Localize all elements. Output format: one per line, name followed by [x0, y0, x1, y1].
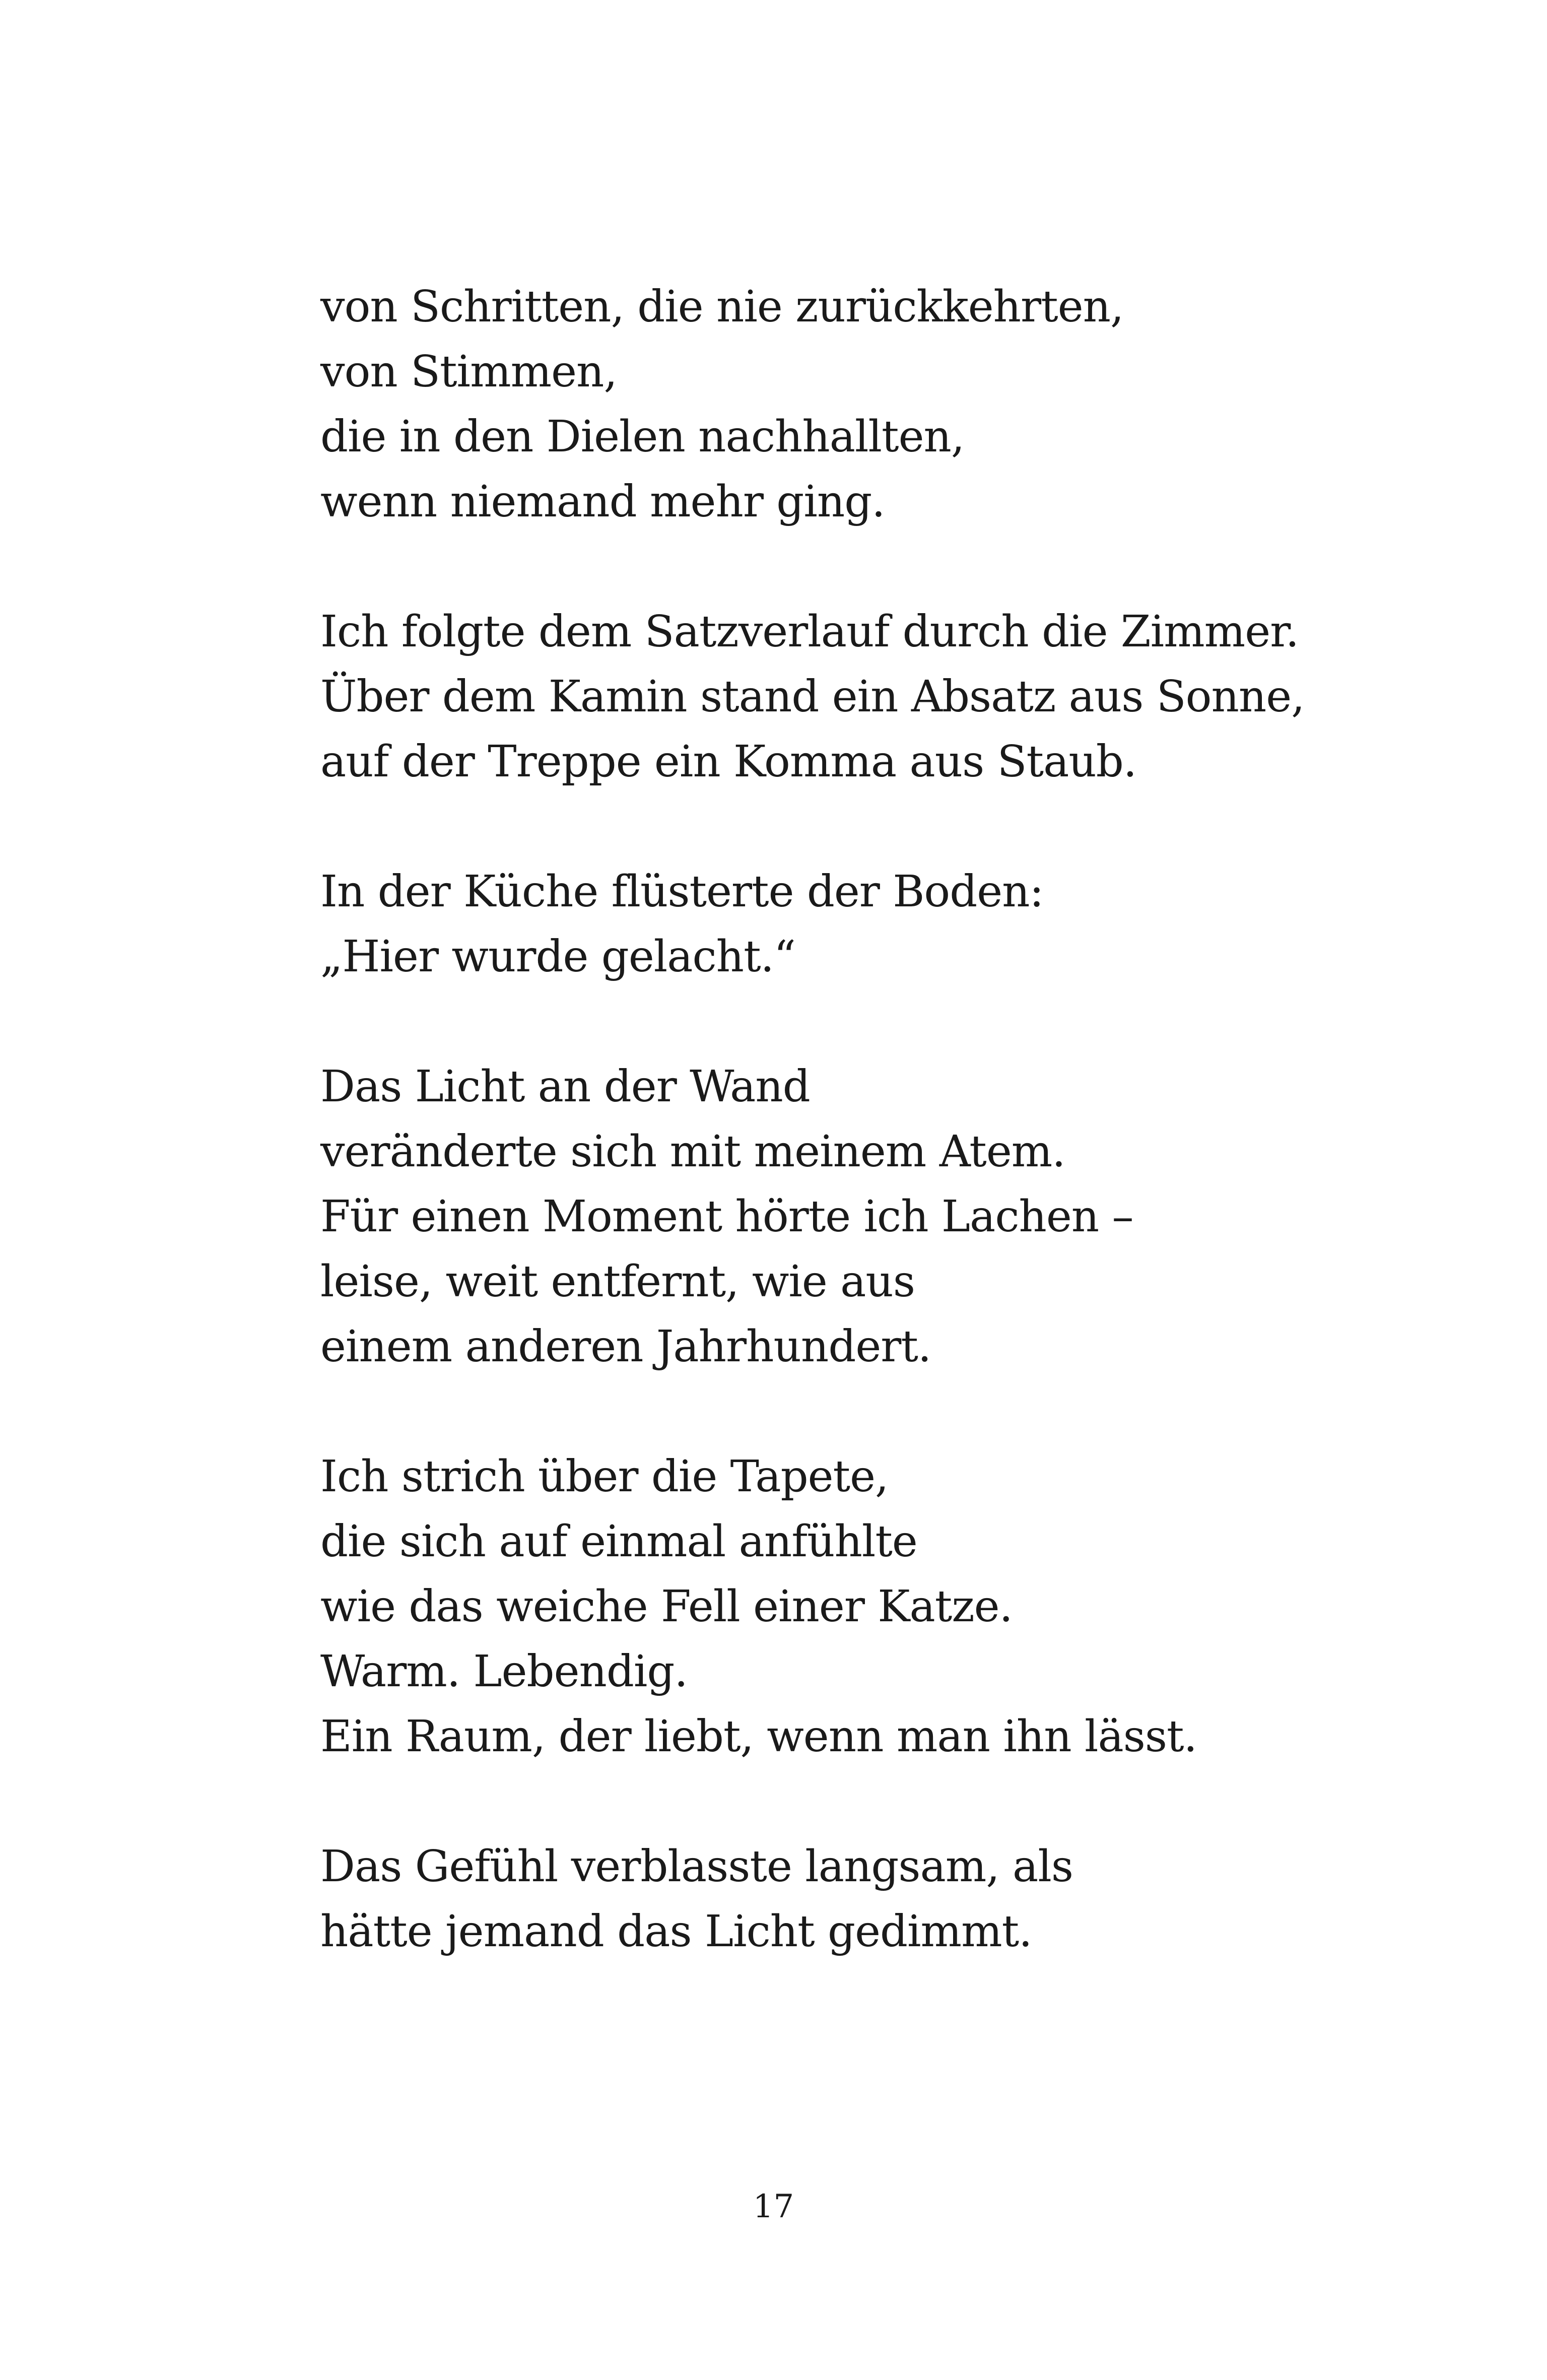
poem-line: Für einen Moment hörte ich Lachen – [320, 1192, 1133, 1242]
poem-line: In der Küche flüsterte der Boden: [320, 867, 1044, 917]
poem-line: wenn niemand mehr ging. [320, 477, 885, 527]
poem-line: von Schritten, die nie zurückkehrten, [320, 282, 1124, 332]
poem-line: leise, weit entfernt, wie aus [320, 1257, 915, 1307]
poem-line: die in den Dielen nachhallten, [320, 412, 965, 462]
stanza [320, 275, 1378, 535]
poem-line: die sich auf einmal anfühlte [320, 1516, 917, 1567]
poem-line: Ein Raum, der liebt, wenn man ihn lässt. [320, 1711, 1197, 1762]
poem-line: Warm. Lebendig. [320, 1646, 688, 1697]
poem-line: einem anderen Jahrhundert. [320, 1321, 931, 1372]
stanza [320, 860, 1378, 989]
stanza [320, 1444, 1378, 1769]
poem-line: auf der Treppe ein Komma aus Staub. [320, 737, 1137, 787]
poem-line: veränderte sich mit meinem Atem. [320, 1127, 1065, 1177]
poem-line: „Hier wurde gelacht.“ [320, 932, 795, 982]
poem-line: Das Gefühl verblasste langsam, als [320, 1841, 1073, 1892]
poem-line: von Stimmen, [320, 347, 617, 397]
poem-line: Ich folgte dem Satzverlauf durch die Zimmer. [320, 607, 1299, 657]
poem-line: wie das weiche Fell einer Katze. [320, 1581, 1013, 1632]
stanza [320, 600, 1378, 795]
poem-line: Über dem Kamin stand ein Absatz aus Sonne, [320, 672, 1305, 722]
stanza [320, 1054, 1378, 1379]
poem-line: Das Licht an der Wand [320, 1062, 810, 1112]
poem-line: hätte jemand das Licht gedimmt. [320, 1906, 1032, 1957]
poem-line: Ich strich über die Tapete, [320, 1451, 889, 1502]
page-number: 17 [753, 2188, 794, 2225]
stanza [320, 1834, 1378, 1964]
poem-body [320, 275, 1378, 1964]
